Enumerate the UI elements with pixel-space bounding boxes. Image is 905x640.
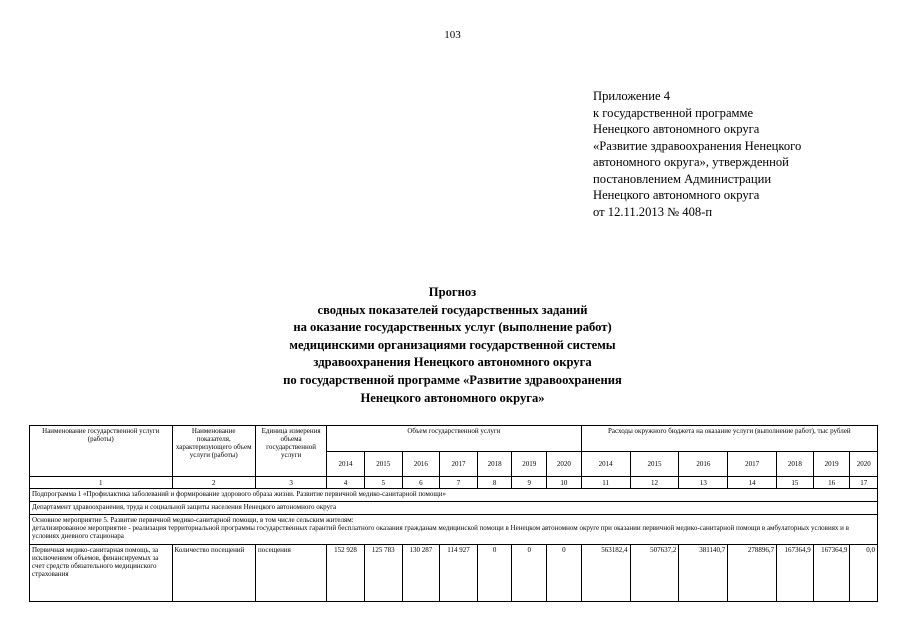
- header-year: 2014: [327, 452, 365, 477]
- title-line: Ненецкого автономного округа»: [360, 390, 545, 405]
- header-service-name: Наименование государственной услуги (работы): [30, 426, 173, 477]
- column-number: 7: [440, 477, 478, 489]
- title-line: Прогноз: [428, 285, 477, 299]
- appendix-line: Ненецкого автономного округа: [593, 188, 760, 202]
- header-year: 2014: [581, 452, 630, 477]
- forecast-table: [29, 425, 878, 602]
- column-number: 4: [327, 477, 365, 489]
- expense-cell: 563182,4: [581, 545, 630, 602]
- document-title: [180, 284, 725, 407]
- volume-cell: 0: [477, 545, 512, 602]
- header-year: 2015: [364, 452, 402, 477]
- volume-cell: 152 928: [327, 545, 365, 602]
- appendix-line: Приложение 4: [593, 89, 671, 103]
- column-number: 5: [364, 477, 402, 489]
- header-indicator-name: Наименование показателя, характеризующего объем услуги (работы): [172, 426, 255, 477]
- header-year: 2019: [813, 452, 850, 477]
- column-number: 8: [477, 477, 512, 489]
- volume-cell: 0: [547, 545, 582, 602]
- column-number: 1: [30, 477, 173, 489]
- header-row: [30, 426, 878, 452]
- subprogram-title: Подпрограмма 1 «Профилактика заболеваний и формирование здорового образа жизни. Развитие первичной медико-санитарной помощи»: [30, 489, 878, 502]
- volume-cell: 130 287: [402, 545, 440, 602]
- header-expenses: Расходы окружного бюджета на оказание услуги (выполнение работ), тыс рублей: [581, 426, 877, 452]
- main-measure-detail: детализированное мероприятие - реализация территориальной программы государственных гарантий бесплатного оказания гражданам медицинской помощи в Ненецком автономном округе при оказании первичной медико-санитарной помощи в амбулаторных условиях и в условиях дневного стационара: [32, 524, 849, 540]
- expense-cell: 0,0: [850, 545, 878, 602]
- header-unit: Единица измерения объема государственной услуги: [255, 426, 326, 477]
- header-year: 2018: [477, 452, 512, 477]
- header-year: 2018: [777, 452, 814, 477]
- volume-cell: 125 783: [364, 545, 402, 602]
- table-row: [30, 545, 878, 602]
- department-name: Департамент здравоохранения, труда и социальной защиты населения Ненецкого автономного округа: [30, 502, 878, 515]
- main-measure: [30, 515, 878, 545]
- expense-cell: 167364,9: [813, 545, 850, 602]
- appendix-line: автономного округа», утвержденной: [593, 155, 789, 169]
- column-number: 14: [728, 477, 777, 489]
- service-name-cell: Первичная медико-санитарная помощь, за исключением объемов, финансируемых за счет средств обязательного медицинского страхования: [30, 545, 173, 602]
- header-year: 2015: [630, 452, 679, 477]
- title-line: на оказание государственных услуг (выполнение работ): [293, 320, 612, 335]
- header-year: 2020: [850, 452, 878, 477]
- column-number: 16: [813, 477, 850, 489]
- expense-cell: 167364,9: [777, 545, 814, 602]
- appendix-line: к государственной программе: [593, 105, 754, 120]
- unit-cell: посещения: [255, 545, 326, 602]
- main-measure-row: [30, 515, 878, 545]
- column-number: 13: [679, 477, 728, 489]
- title-line: сводных показателей государственных заданий: [317, 302, 588, 317]
- header-year: 2020: [547, 452, 582, 477]
- column-number: 12: [630, 477, 679, 489]
- header-year: 2017: [728, 452, 777, 477]
- main-measure-title: Основное мероприятие 5. Развитие первичной медико-санитарной помощи, в том числе сельским жителям:: [32, 516, 354, 524]
- appendix-line: «Развитие здравоохранения Ненецкого: [593, 138, 802, 153]
- expense-cell: 278896,7: [728, 545, 777, 602]
- expense-cell: 507637,2: [630, 545, 679, 602]
- header-volume: Объем государственной услуги: [327, 426, 581, 452]
- volume-cell: 0: [512, 545, 547, 602]
- page-number: 103: [444, 29, 461, 41]
- header-year: 2016: [679, 452, 728, 477]
- column-number: 17: [850, 477, 878, 489]
- appendix-line: постановлением Администрации: [593, 171, 772, 186]
- subprogram-row: [30, 489, 878, 502]
- indicator-cell: Количество посещений: [172, 545, 255, 602]
- header-year: 2016: [402, 452, 440, 477]
- appendix-note: [593, 88, 883, 220]
- column-number: 15: [777, 477, 814, 489]
- title-line: по государственной программе «Развитие здравоохранения: [283, 372, 622, 387]
- column-number: 2: [172, 477, 255, 489]
- appendix-line: от 12.11.2013 № 408-п: [593, 204, 713, 219]
- title-line: медицинскими организациями государственной системы: [289, 337, 616, 352]
- column-number: 6: [402, 477, 440, 489]
- column-number: 10: [547, 477, 582, 489]
- column-number: 11: [581, 477, 630, 489]
- column-number: 3: [255, 477, 326, 489]
- volume-cell: 114 927: [440, 545, 478, 602]
- header-year: 2019: [512, 452, 547, 477]
- department-row: [30, 502, 878, 515]
- header-year: 2017: [440, 452, 478, 477]
- column-number-row: [30, 477, 878, 489]
- expense-cell: 381140,7: [679, 545, 728, 602]
- column-number: 9: [512, 477, 547, 489]
- title-line: здравоохранения Ненецкого автономного округа: [313, 355, 592, 370]
- appendix-line: Ненецкого автономного округа: [593, 122, 760, 136]
